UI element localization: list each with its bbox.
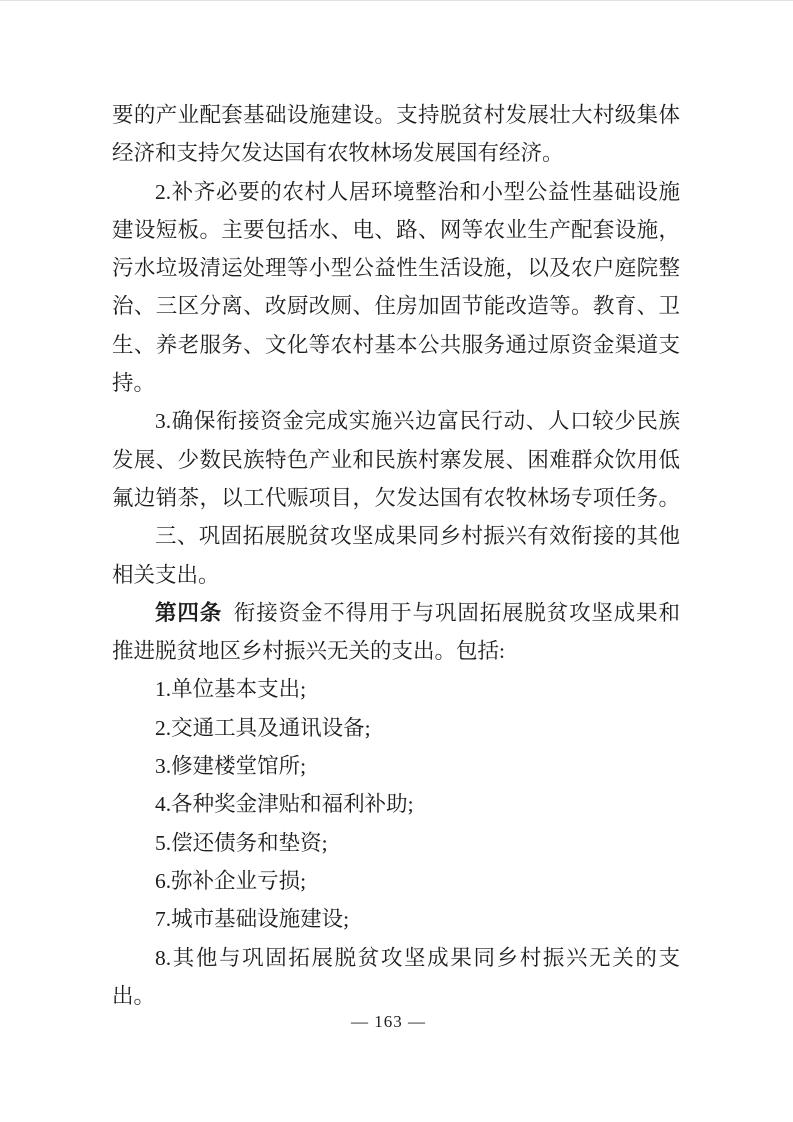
article-number-bold: 第四条 xyxy=(155,600,223,625)
text-line xyxy=(112,785,680,823)
text-line xyxy=(112,594,680,632)
line-text: 7.城市基础设施建设; xyxy=(155,907,350,932)
line-text: 出。 xyxy=(112,983,156,1008)
page-number: — 163 — xyxy=(351,1012,426,1031)
text-line xyxy=(112,173,680,211)
text-line xyxy=(112,709,680,747)
line-text: 3.确保衔接资金完成实施兴边富民行动、人口较少民族 xyxy=(155,409,680,434)
line-text: 治、三区分离、改厨改厕、住房加固节能改造等。教育、卫 xyxy=(112,294,680,319)
text-line xyxy=(112,977,680,1015)
text-line xyxy=(112,900,680,938)
text-line xyxy=(112,402,680,440)
line-text: 要的产业配套基础设施建设。支持脱贫村发展壮大村级集体 xyxy=(112,103,680,127)
text-line xyxy=(112,747,680,785)
line-text: 发展、少数民族特色产业和民族村寨发展、困难群众饮用低 xyxy=(112,447,680,472)
line-text: 8.其他与巩固拓展脱贫攻坚成果同乡村振兴无关的支 xyxy=(155,945,680,970)
text-line xyxy=(112,939,680,977)
line-text: 氟边销茶，以工代赈项目，欠发达国有农牧林场专项任务。 xyxy=(112,485,680,510)
line-text: 4.各种奖金津贴和福利补助; xyxy=(155,792,414,817)
line-text: 2.交通工具及通讯设备; xyxy=(155,715,371,740)
line-text: 建设短板。主要包括水、电、路、网等农业生产配套设施， xyxy=(112,217,680,242)
text-line xyxy=(112,249,680,287)
text-line xyxy=(112,326,680,364)
text-line xyxy=(112,670,680,708)
text-line xyxy=(112,287,680,325)
text-line xyxy=(112,632,680,670)
line-text: 推进脱贫地区乡村振兴无关的支出。包括: xyxy=(112,639,505,664)
line-text: 相关支出。 xyxy=(112,562,220,587)
line-text: 3.修建楼堂馆所; xyxy=(155,754,307,779)
line-text: 污水垃圾清运处理等小型公益性生活设施，以及农户庭院整 xyxy=(112,256,680,281)
text-line xyxy=(112,479,680,517)
text-line xyxy=(112,441,680,479)
text-block xyxy=(112,96,680,1015)
text-line xyxy=(112,364,680,402)
line-text: 1.单位基本支出; xyxy=(155,677,307,702)
line-text: 经济和支持欠发达国有农牧林场发展国有经济。 xyxy=(112,141,564,166)
text-line xyxy=(112,134,680,172)
line-text: 5.偿还债务和垫资; xyxy=(155,830,328,855)
line-text: 持。 xyxy=(112,371,156,396)
text-line xyxy=(112,211,680,249)
line-text: 2.补齐必要的农村人居环境整治和小型公益性基础设施 xyxy=(155,179,680,204)
line-text: 三、巩固拓展脱贫攻坚成果同乡村振兴有效衔接的其他 xyxy=(155,524,680,549)
text-line xyxy=(112,862,680,900)
text-line xyxy=(112,96,680,134)
line-text: 生、养老服务、文化等农村基本公共服务通过原资金渠道支 xyxy=(112,332,680,357)
text-line xyxy=(112,824,680,862)
text-line xyxy=(112,556,680,594)
line-text: 衔接资金不得用于与巩固拓展脱贫攻坚成果和 xyxy=(233,600,680,625)
line-text: 6.弥补企业亏损; xyxy=(155,868,307,893)
text-line xyxy=(112,517,680,555)
